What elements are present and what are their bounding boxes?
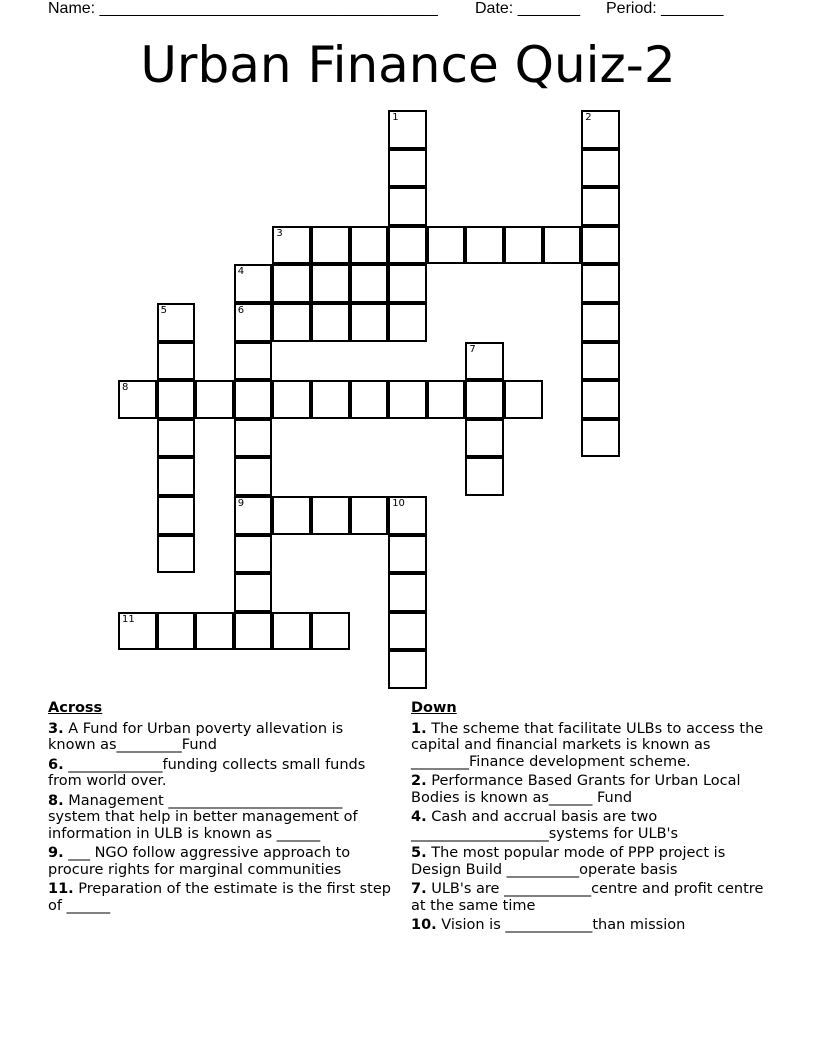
grid-cell[interactable]: [388, 496, 427, 535]
grid-cell[interactable]: [388, 149, 427, 188]
grid-cell[interactable]: [234, 342, 273, 381]
clue-number: 9.: [48, 845, 64, 861]
grid-cell[interactable]: [234, 535, 273, 574]
grid-cell[interactable]: [272, 303, 311, 342]
grid-cell[interactable]: [350, 303, 389, 342]
clue-number: 11.: [48, 881, 74, 897]
clue-text: The most popular mode of PPP project is Design Build __________operate basis: [411, 845, 726, 878]
clue-text: Vision is ____________than mission: [441, 917, 686, 933]
grid-cell[interactable]: [157, 380, 196, 419]
grid-cell[interactable]: [427, 226, 466, 265]
grid-cell[interactable]: [388, 303, 427, 342]
grid-cell[interactable]: [311, 496, 350, 535]
clue-text: ULB's are ____________centre and profit centre at the same time: [411, 881, 764, 914]
name-field[interactable]: Name: ______________________________________: [48, 0, 438, 17]
cell-number: 4: [237, 266, 245, 278]
cell-number: 3: [276, 227, 283, 239]
grid-cell[interactable]: [465, 342, 504, 381]
grid-cell[interactable]: [234, 380, 273, 419]
grid-cell[interactable]: [118, 380, 157, 419]
grid-cell[interactable]: [234, 496, 273, 535]
grid-cell[interactable]: [388, 535, 427, 574]
grid-cell[interactable]: [388, 110, 427, 149]
clue-number: 4.: [411, 809, 427, 825]
grid-cell[interactable]: [272, 496, 311, 535]
clue-down-7: [411, 881, 771, 914]
grid-cell[interactable]: [157, 496, 196, 535]
grid-cell[interactable]: [581, 110, 620, 149]
clue-down-10: [411, 917, 771, 934]
clue-down-2: [411, 773, 771, 806]
cell-number: 10: [392, 498, 405, 509]
grid-cell[interactable]: [581, 149, 620, 188]
grid-cell[interactable]: [350, 496, 389, 535]
cell-number: 5: [160, 305, 167, 316]
grid-cell[interactable]: [504, 226, 543, 265]
across-clues: [48, 700, 393, 917]
grid-cell[interactable]: [272, 264, 311, 303]
grid-cell[interactable]: [311, 303, 350, 342]
clue-text: Cash and accrual basis are two ___________________systems for ULB's: [411, 809, 679, 842]
grid-cell[interactable]: [272, 380, 311, 419]
grid-cell[interactable]: [157, 612, 196, 651]
grid-cell[interactable]: [581, 419, 620, 458]
grid-cell[interactable]: [388, 380, 427, 419]
grid-cell[interactable]: [157, 342, 196, 381]
grid-cell[interactable]: [157, 457, 196, 496]
grid-cell[interactable]: [195, 380, 234, 419]
grid-cell[interactable]: [350, 380, 389, 419]
grid-cell[interactable]: [272, 226, 311, 265]
clue-text: Preparation of the estimate is the first step of ______: [48, 881, 391, 914]
grid-cell[interactable]: [311, 380, 350, 419]
date-field[interactable]: Date: _______: [475, 0, 580, 17]
grid-cell[interactable]: [581, 303, 620, 342]
clue-text: ___ NGO follow aggressive approach to procure rights for marginal communities: [48, 845, 351, 878]
grid-cell[interactable]: [118, 612, 157, 651]
grid-cell[interactable]: [465, 380, 504, 419]
cell-number: 9: [237, 498, 245, 509]
grid-cell[interactable]: [388, 573, 427, 612]
grid-cell[interactable]: [388, 650, 427, 689]
clue-down-1: [411, 721, 771, 771]
clue-across-3: [48, 721, 393, 754]
grid-cell[interactable]: [234, 419, 273, 458]
clue-number: 7.: [411, 881, 427, 897]
down-clues: [411, 700, 771, 937]
grid-cell[interactable]: [581, 342, 620, 381]
grid-cell[interactable]: [581, 226, 620, 265]
grid-cell[interactable]: [157, 535, 196, 574]
clue-across-11: [48, 881, 393, 914]
grid-cell[interactable]: [504, 380, 543, 419]
grid-cell[interactable]: [388, 226, 427, 265]
grid-cell[interactable]: [157, 419, 196, 458]
clue-across-6: [48, 757, 393, 790]
clue-down-4: [411, 809, 771, 842]
cell-number: 1: [392, 112, 399, 123]
grid-cell[interactable]: [157, 303, 196, 342]
grid-cell[interactable]: [234, 612, 273, 651]
clue-number: 5.: [411, 845, 427, 861]
grid-cell[interactable]: [427, 380, 466, 419]
grid-cell[interactable]: [311, 264, 350, 303]
clue-number: 6.: [48, 756, 64, 773]
grid-cell[interactable]: [234, 573, 273, 612]
grid-cell[interactable]: [465, 419, 504, 458]
grid-cell[interactable]: [311, 226, 350, 265]
clue-number: 2.: [411, 773, 427, 789]
header-line: [48, 0, 748, 22]
period-field[interactable]: Period: _______: [606, 0, 724, 17]
grid-cell[interactable]: [388, 264, 427, 303]
grid-cell[interactable]: [234, 264, 273, 303]
grid-cell[interactable]: [350, 264, 389, 303]
clue-text: _____________funding collects small funds from world over.: [48, 756, 366, 789]
grid-cell[interactable]: [581, 380, 620, 419]
grid-cell[interactable]: [581, 264, 620, 303]
grid-cell[interactable]: [388, 612, 427, 651]
cell-number: 7: [469, 343, 476, 355]
grid-cell[interactable]: [465, 457, 504, 496]
clue-text: A Fund for Urban poverty allevation is known as_________Fund: [48, 720, 344, 753]
grid-cell[interactable]: [543, 226, 582, 265]
grid-cell[interactable]: [388, 187, 427, 226]
clue-text: The scheme that facilitate ULBs to access the capital and financial markets is known as ________Finance development scheme.: [411, 720, 764, 770]
clue-number: 8.: [48, 792, 64, 809]
clue-text: Management ________________________ system that help in better management of information in ULB is known as ______: [48, 792, 358, 842]
grid-cell[interactable]: [465, 226, 504, 265]
clue-down-5: [411, 845, 771, 878]
grid-cell[interactable]: [234, 303, 273, 342]
clue-across-9: [48, 845, 393, 878]
page-title: Urban Finance Quiz-2: [140, 36, 676, 94]
cell-number: 8: [122, 382, 129, 394]
across-heading: Across: [48, 700, 103, 716]
cell-number: 6: [237, 305, 245, 316]
down-heading: Down: [411, 700, 457, 716]
clue-number: 1.: [411, 720, 427, 737]
grid-cell[interactable]: [234, 457, 273, 496]
grid-cell[interactable]: [311, 612, 350, 651]
grid-cell[interactable]: [272, 612, 311, 651]
cell-number: 11: [122, 613, 135, 625]
grid-cell[interactable]: [581, 187, 620, 226]
cell-number: 2: [585, 112, 592, 123]
clue-number: 10.: [411, 917, 437, 933]
clue-number: 3.: [48, 720, 64, 737]
grid-cell[interactable]: [195, 612, 234, 651]
grid-cell[interactable]: [350, 226, 389, 265]
clue-text: Performance Based Grants for Urban Local Bodies is known as______ Fund: [411, 773, 741, 806]
clue-across-8: [48, 793, 393, 843]
